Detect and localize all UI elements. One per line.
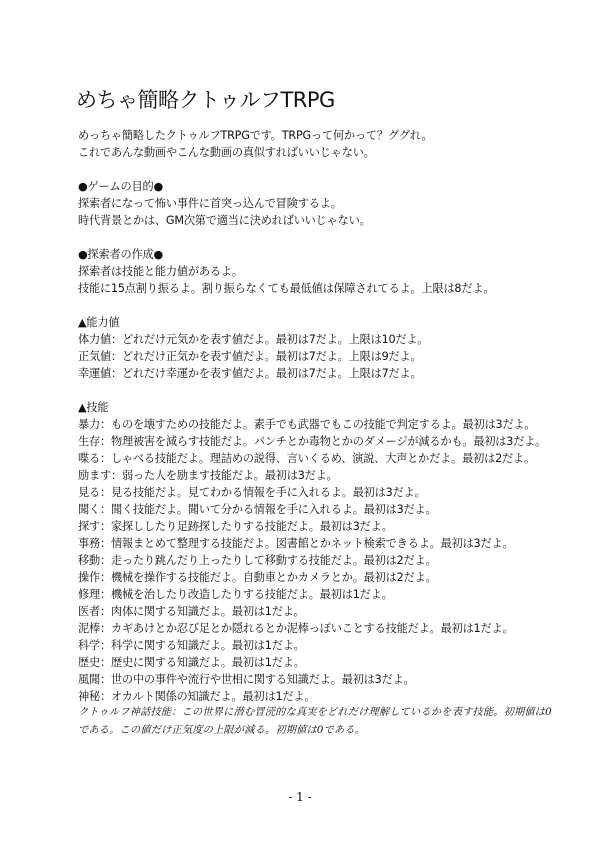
skill-line: 医者：肉体に関する知識だよ。最初は1だよ。 <box>78 605 305 618</box>
skill-line: 操作：機械を操作する技能だよ。自動車とかカメラとか。最初は2だよ。 <box>78 571 437 584</box>
skill-line: 神秘：オカルト関係の知識だよ。最初は1だよ。 <box>78 690 316 703</box>
skill-line: 見る：見る技能だよ。見てわかる情報を手に入れるよ。最初は3だよ。 <box>78 486 426 499</box>
skill-line: 泥棒：カギあけとか忍び足とか隠れるとか泥棒っぽいことする技能だよ。最初は1だよ。 <box>78 622 514 635</box>
intro-line-2: これであんな動画やこんな動画の真似すればいいじゃない。 <box>78 146 375 159</box>
skill-line: 移動：走ったり跳んだり上ったりして移動する技能だよ。最初は2だよ。 <box>78 554 437 567</box>
intro-line-1: めっちゃ簡略したクトゥルフTRPGです。TRPGって何かって？ググれ。 <box>78 129 433 142</box>
skill-line: 励ます：弱った人を励ます技能だよ。最初は3だよ。 <box>78 469 338 482</box>
skill-line: 喋る：しゃべる技能だよ。理詰めの説得、言いくるめ、演説、大声とかだよ。最初は2だよ。 <box>78 452 535 465</box>
skill-line: 事務：情報まとめて整理する技能だよ。図書館とかネット検索できるよ。最初は3だよ。 <box>78 537 514 550</box>
skill-line: 暴力：ものを壊すための技能だよ。素手でも武器でもこの技能で判定するよ。最初は3だよ。 <box>78 418 536 431</box>
creation-line-2: 技能に15点割り振るよ。割り振らなくても最低値は保障されてるよ。上限は8だよ。 <box>78 282 495 295</box>
section-heading-creation: ●探索者の作成● <box>78 248 164 261</box>
handwritten-note-line-1: クトゥルフ神話技能：この世界に潜む冒涜的な真実をどれだけ理解しているかを表す技能。初期値は0 <box>78 707 552 718</box>
section-heading-goal: ●ゲームの目的● <box>78 180 164 193</box>
section-heading-skills: ▲技能 <box>78 401 109 414</box>
creation-line-1: 探索者は技能と能力値があるよ。 <box>78 265 243 278</box>
skill-line: 風聞：世の中の事件や流行や世相に関する知識だよ。最初は3だよ。 <box>78 673 415 686</box>
stat-line: 幸運値：どれだけ幸運かを表す値だよ。最初は7だよ。上限は7だよ。 <box>78 367 422 380</box>
stat-line: 正気値：どれだけ正気かを表す値だよ。最初は7だよ。上限は9だよ。 <box>78 350 422 363</box>
goal-line-1: 探索者になって怖い事件に首突っ込んで冒険するよ。 <box>78 197 342 210</box>
section-heading-stats: ▲能力値 <box>78 316 120 329</box>
page-title: めちゃ簡略クトゥルフTRPG <box>76 88 335 112</box>
skill-line: 聞く：聞く技能だよ。聞いて分かる情報を手に入れるよ。最初は3だよ。 <box>78 503 437 516</box>
skill-line: 歴史：歴史に関する知識だよ。最初は1だよ。 <box>78 656 305 669</box>
page-number: - 1 - <box>288 790 312 804</box>
handwritten-note-line-2: である。この値だけ正気度の上限が減る。初期値は0である。 <box>78 725 366 736</box>
goal-line-2: 時代背景とかは、GM次第で適当に決めればいいじゃない。 <box>78 214 371 227</box>
stat-line: 体力値：どれだけ元気かを表す値だよ。最初は7だよ。上限は10だよ。 <box>78 333 429 346</box>
skill-line: 生存：物理被害を減らす技能だよ。パンチとか毒物とかのダメージが減るかも。最初は3だよ。 <box>78 435 547 448</box>
skill-line: 修理：機械を治したり改造したりする技能だよ。最初は1だよ。 <box>78 588 393 601</box>
skill-line: 科学：科学に関する知識だよ。最初は1だよ。 <box>78 639 305 652</box>
skill-line: 探す：家探ししたり足跡探したりする技能だよ。最初は3だよ。 <box>78 520 393 533</box>
